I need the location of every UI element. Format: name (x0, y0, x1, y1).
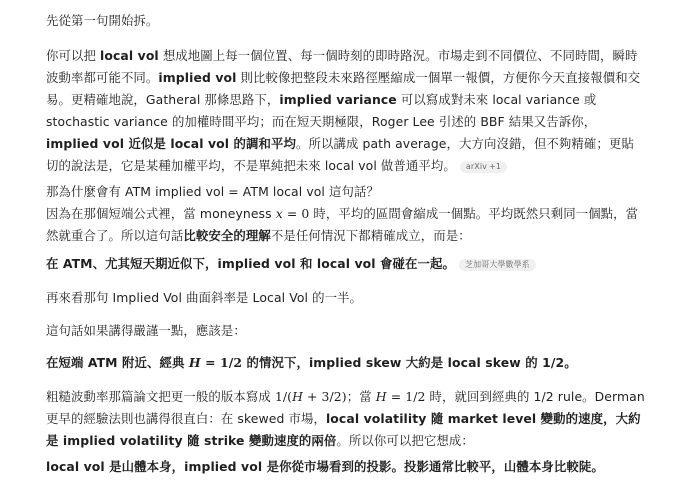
atm-conclusion-paragraph (46, 253, 536, 275)
rigor-intro-paragraph (46, 320, 246, 342)
bold-term: implied vol (158, 70, 237, 85)
math-expression: = 1/2 (200, 355, 243, 370)
source-chip-uchicago[interactable] (459, 259, 536, 271)
text-span: 不是任何情況下都精確成立，而是： (270, 228, 471, 243)
source-chip-count: +1 (489, 162, 502, 171)
bold-term: local vol (100, 48, 159, 63)
math-variable: H (188, 355, 201, 370)
bold-term: implied variance (279, 92, 397, 107)
analogy-paragraph (46, 456, 604, 478)
bold-text: 在短端 ATM 附近、經典 (46, 355, 189, 370)
text-span: 再來看那句 Implied Vol 曲面斜率是 Local Vol 的一半。 (46, 290, 363, 305)
bold-term: implied vol 近似是 local vol 的調和平均 (46, 136, 296, 151)
source-chip-label: 芝加哥大學數學系 (465, 260, 530, 269)
math-formula: 1/( (274, 389, 293, 404)
math-variable: H (375, 389, 387, 404)
intro-paragraph (46, 10, 158, 32)
intro-text: 先從第一句開始拆。 (46, 13, 159, 28)
math-expression: = 1/2 (386, 389, 426, 404)
skew-rule-paragraph (46, 352, 577, 374)
text-span: 時，就回到經典的 1/2 rule。Derman 更早的經驗法則也講得很直白：在 skewed 市場， (46, 389, 645, 426)
text-span: 。所以講成 path average，大方向沒錯，但不夠精確；更貼切的說法是，它是某種加權平均，不是單純把未來 local vol 做普通平均。 (46, 136, 634, 173)
text-span: 時，平均的區間會縮成一個點。平均既然只剩同一個點，當然就重合了。所以這句話 (46, 206, 639, 243)
text-span: 想成地圖上每一個位置、每一個時刻的即時路況。市場走到不同價位、不同時間，瞬時波動率都可能不同。 (46, 48, 638, 85)
math-formula: + 3/2) (302, 389, 347, 404)
slope-intro-paragraph (46, 287, 362, 309)
text-span: 因為在那個短端公式裡，當 moneyness (46, 206, 276, 221)
text-span: 則比較像把整段未來路徑壓縮成一個單一報價，方便你今天直接報價和交易。更精確地說，Gatheral 那條思路下， (46, 70, 641, 107)
local-vol-explanation-paragraph (46, 45, 646, 177)
text-span: 可以寫成對未來 local variance 或 stochastic variance 的加權時間平均；而在短天期極限，Roger Lee 引述的 BBF 結果又告訴你， (46, 92, 597, 129)
bold-statement: 在 ATM、尤其短天期近似下，implied vol 和 local vol 會碰在一起。 (46, 256, 456, 271)
bold-term: 比較安全的理解 (183, 228, 271, 243)
math-variable: H (292, 389, 303, 404)
bold-text: 的情況下，implied skew 大約是 local skew 的 1/2。 (242, 355, 577, 370)
question-line: 那為什麼會有 ATM implied vol = ATM local vol 這句話？ (46, 184, 379, 199)
text-span: ；當 (346, 389, 376, 404)
math-variable: x (275, 206, 283, 221)
text-span: 粗糙波動率那篇論文把更一般的版本寫成 (46, 389, 275, 404)
source-chip-arxiv[interactable] (460, 161, 507, 173)
text-span: 。所以你可以把它想成： (336, 433, 474, 448)
text-span: 這句話如果講得嚴謹一點，應該是： (46, 323, 246, 338)
atm-question-paragraph (46, 181, 646, 247)
bold-term: local volatility 隨 market level 變動的速度，大約是 implied volatility 隨 strike 變動速度的兩倍 (46, 411, 641, 448)
rough-vol-paragraph (46, 386, 646, 452)
math-expression: = 0 (282, 206, 310, 221)
text-span: 你可以把 (46, 48, 101, 63)
bold-text: local vol 是山體本身，implied vol 是你從市場看到的投影。投影通常比較平，山體本身比較陡。 (46, 459, 604, 474)
source-chip-label: arXiv (465, 162, 488, 171)
